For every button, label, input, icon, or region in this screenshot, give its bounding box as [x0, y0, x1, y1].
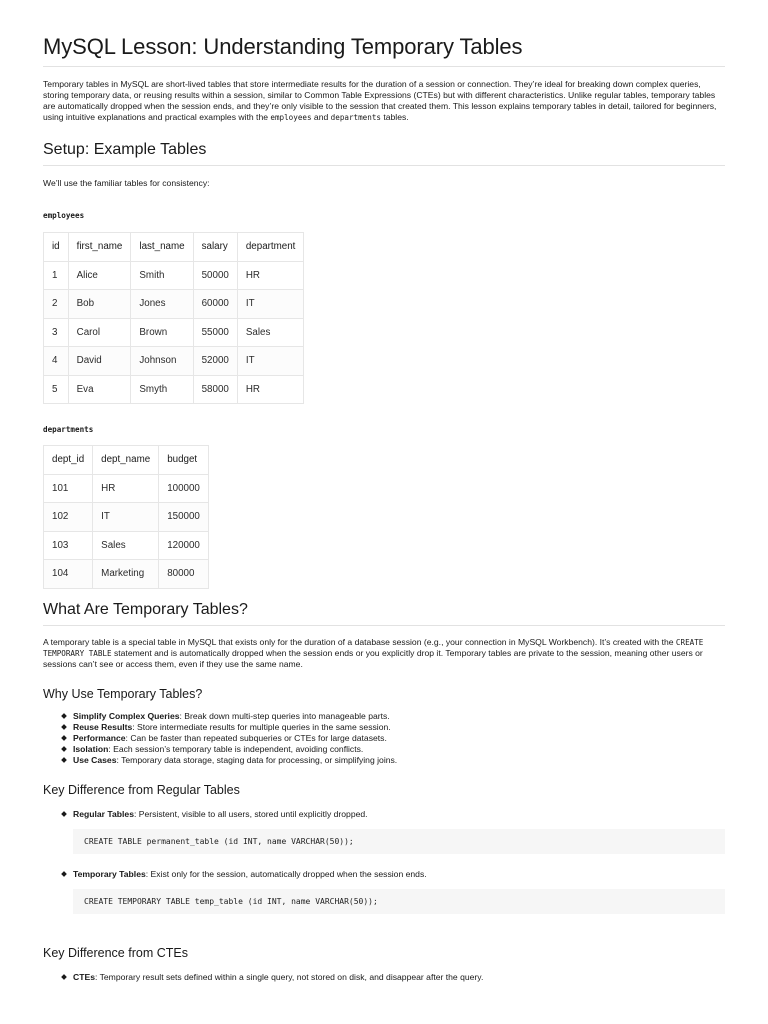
- table-cell: Smith: [131, 261, 193, 290]
- column-header: salary: [193, 233, 237, 262]
- section-heading-what: What Are Temporary Tables?: [43, 601, 725, 626]
- table-row: [44, 474, 209, 503]
- setup-note: We’ll use the familiar tables for consistency:: [43, 178, 210, 188]
- table-cell: Jones: [131, 290, 193, 319]
- list-item: Reuse Results: Store intermediate results for multiple queries in the same session.: [73, 722, 725, 733]
- table-cell: 5: [44, 375, 69, 404]
- table-cell: HR: [93, 474, 159, 503]
- table-cell: Marketing: [93, 560, 159, 589]
- table-cell: IT: [93, 503, 159, 532]
- table-cell: 2: [44, 290, 69, 319]
- table-cell: Sales: [237, 318, 304, 347]
- inline-code-employees: employees: [270, 113, 312, 122]
- table-row: [44, 347, 304, 376]
- table-cell: IT: [237, 290, 304, 319]
- table-cell: HR: [237, 261, 304, 290]
- list-item: Use Cases: Temporary data storage, staging data for processing, or simplifying joins.: [73, 755, 725, 766]
- code-block-temporary: CREATE TEMPORARY TABLE temp_table (id INT, name VARCHAR(50));: [73, 889, 725, 914]
- table-cell: Smyth: [131, 375, 193, 404]
- list-item: CTEs: Temporary result sets defined within a single query, not stored on disk, and disappear after the query.: [73, 972, 725, 983]
- table-cell: 55000: [193, 318, 237, 347]
- table-cell: Sales: [93, 531, 159, 560]
- column-header: dept_name: [93, 446, 159, 475]
- list-item: Temporary Tables: Exist only for the session, automatically dropped when the session ends.: [73, 869, 725, 880]
- table-cell: 50000: [193, 261, 237, 290]
- table-cell: David: [68, 347, 131, 376]
- table-cell: 101: [44, 474, 93, 503]
- code-block-regular: CREATE TABLE permanent_table (id INT, name VARCHAR(50));: [73, 829, 725, 854]
- list-item: Regular Tables: Persistent, visible to all users, stored until explicitly dropped.: [73, 809, 725, 820]
- table-cell: Brown: [131, 318, 193, 347]
- table-cell: 120000: [159, 531, 209, 560]
- list-item: Isolation: Each session’s temporary table is independent, avoiding conflicts.: [73, 744, 725, 755]
- table-cell: 102: [44, 503, 93, 532]
- column-header: dept_id: [44, 446, 93, 475]
- table-cell: 1: [44, 261, 69, 290]
- table-header-row: [44, 233, 304, 262]
- why-list: [43, 711, 725, 766]
- table-cell: 3: [44, 318, 69, 347]
- table-cell: 104: [44, 560, 93, 589]
- page-title: MySQL Lesson: Understanding Temporary Tables: [43, 0, 725, 67]
- section-heading-setup: Setup: Example Tables: [43, 141, 725, 166]
- column-header: id: [44, 233, 69, 262]
- inline-code-create-temporary: CREATE TEMPORARY TABLE: [43, 637, 704, 658]
- table-row: [44, 318, 304, 347]
- table-cell: 4: [44, 347, 69, 376]
- temporary-list: [43, 869, 725, 880]
- table-cell: 150000: [159, 503, 209, 532]
- list-item: Performance: Can be faster than repeated subqueries or CTEs for large datasets.: [73, 733, 725, 744]
- subheading-key-cte: Key Difference from CTEs: [43, 945, 188, 960]
- table-row: [44, 560, 209, 589]
- employees-table: [43, 232, 304, 404]
- table-label-employees: employees: [43, 211, 85, 220]
- inline-code-departments: departments: [330, 113, 381, 122]
- regular-list: [43, 809, 725, 820]
- cte-list: [43, 972, 725, 983]
- subheading-why: Why Use Temporary Tables?: [43, 686, 203, 701]
- table-row: [44, 290, 304, 319]
- table-row: [44, 503, 209, 532]
- table-cell: IT: [237, 347, 304, 376]
- table-cell: HR: [237, 375, 304, 404]
- table-header-row: [44, 446, 209, 475]
- list-item: Simplify Complex Queries: Break down multi-step queries into manageable parts.: [73, 711, 725, 722]
- what-paragraph: A temporary table is a special table in MySQL that exists only for the duration of a database session (e.g., your connection in MySQL Workbench). It’s created with the CREATE TEMPORARY TABLE statement and is automatically dropped when the session ends or you explicitly drop it. Temporary tables are private to the session, meaning other users or sessions can’t see or access them, even if they use the same name.: [43, 636, 704, 669]
- column-header: last_name: [131, 233, 193, 262]
- table-cell: 103: [44, 531, 93, 560]
- departments-table: [43, 445, 209, 589]
- table-cell: 58000: [193, 375, 237, 404]
- column-header: first_name: [68, 233, 131, 262]
- table-label-departments: departments: [43, 425, 94, 434]
- table-cell: 100000: [159, 474, 209, 503]
- table-cell: Carol: [68, 318, 131, 347]
- table-row: [44, 375, 304, 404]
- column-header: budget: [159, 446, 209, 475]
- table-cell: 80000: [159, 560, 209, 589]
- column-header: department: [237, 233, 304, 262]
- table-cell: Johnson: [131, 347, 193, 376]
- intro-paragraph: Temporary tables in MySQL are short-lived tables that store intermediate results for the duration of a session or connection. They’re ideal for breaking down complex queries, storing temporary data, or reusing results within a session, similar to Common Table Expressions (CTEs) but with different characteristics. Unlike regular tables, temporary tables are automatically dropped when the session ends, and they’re only visible to the session that created them. This lesson explains temporary tables in detail, tailored for beginners, using intuitive explanations and practical examples with the employees and departments tables.: [43, 79, 717, 122]
- table-cell: 60000: [193, 290, 237, 319]
- table-cell: Eva: [68, 375, 131, 404]
- table-row: [44, 261, 304, 290]
- table-cell: Alice: [68, 261, 131, 290]
- table-cell: Bob: [68, 290, 131, 319]
- subheading-key-regular: Key Difference from Regular Tables: [43, 782, 240, 797]
- table-row: [44, 531, 209, 560]
- table-cell: 52000: [193, 347, 237, 376]
